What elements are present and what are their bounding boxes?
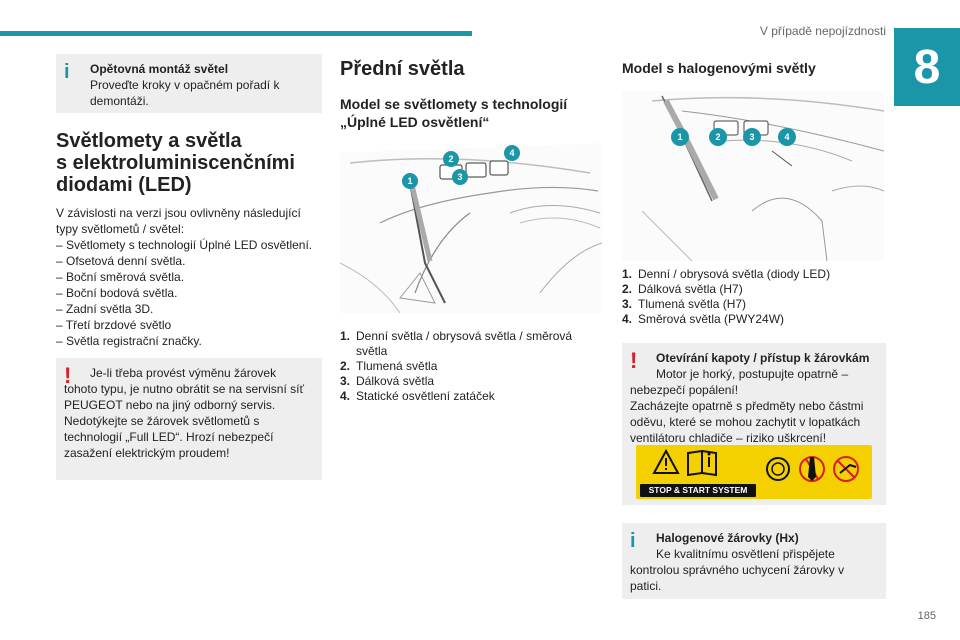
list-item: – Třetí brzdové světlo <box>56 318 172 332</box>
halogen-headlight-drawing <box>622 91 884 261</box>
list-item: – Světlomety s technologií Úplné LED osvětlení. <box>56 238 313 252</box>
led-headlight-drawing <box>340 143 602 313</box>
legend-text: Tlumená světla (H7) <box>638 297 747 311</box>
chapter-number: 8 <box>913 40 941 94</box>
warning-text: Je-li třeba provést výměnu žárovek <box>90 366 277 380</box>
warning-text: Motor je horký, postupujte opatrně – nebezpečí popálení! <box>630 367 849 397</box>
halogen-heading: Model s halogenovými světly <box>622 60 816 76</box>
info-note-text: Ke kvalitnímu osvětlení přispějete kontrolou správného uchycení žárovky v patici. <box>630 547 845 593</box>
callout-2-label: 2 <box>448 154 454 164</box>
header-accent-bar <box>0 31 472 36</box>
legend-item <box>622 312 886 327</box>
warning-text: Zacházejte opatrně s předměty nebo částmi oděvu, které se mohou zachytit v lopatkách ventilátoru chladiče – riziko uškrcení! <box>630 399 864 445</box>
warning-icon: ! <box>630 348 638 373</box>
list-item: – Boční bodová světla. <box>56 286 178 300</box>
led-legend <box>340 329 604 404</box>
callout-4-label: 4 <box>784 132 790 142</box>
legend-num: 1. <box>622 267 633 281</box>
manual-book-icon <box>688 451 716 475</box>
legend-item <box>340 389 604 404</box>
warning-note-led <box>56 358 322 480</box>
led-intro <box>56 205 322 349</box>
legend-text: Dálková světla <box>356 374 435 388</box>
chapter-tab <box>894 28 960 106</box>
legend-num: 1. <box>340 329 351 343</box>
section-heading-line: Světlomety a světla <box>56 130 242 152</box>
list-item: – Světla registrační značky. <box>56 334 202 348</box>
legend-item <box>622 282 886 297</box>
legend-text: Denní světla / obrysová světla / směrová světla <box>356 329 573 358</box>
legend-num: 3. <box>622 297 633 311</box>
info-note-reassembly <box>56 54 322 113</box>
warning-text: tohoto typu, je nutno obrátit se na servisní síť PEUGEOT nebo na jiný odborný servis. <box>64 382 304 412</box>
column-left <box>56 54 322 480</box>
legend-num: 2. <box>340 359 351 373</box>
subheading-line: „Úplné LED osvětlení“ <box>340 114 490 130</box>
legend-text: Denní / obrysová světla (diody LED) <box>638 267 831 281</box>
intro-text: V závislosti na verzi jsou ovlivněny následující typy světlometů / světel: <box>56 206 301 236</box>
warning-text: Nedotýkejte se žárovek světlometů s technologií „Full LED“. Hrozí nebezpečí zasažení elektrickým proudem! <box>64 414 274 460</box>
list-item: – Ofsetová denní světla. <box>56 254 186 268</box>
bonnet-warning-label <box>636 445 872 499</box>
led-headlight-figure <box>340 143 602 313</box>
list-item: – Boční směrová světla. <box>56 270 185 284</box>
section-heading-line: diodami (LED) <box>56 174 192 196</box>
front-lights-heading: Přední světla <box>340 58 465 80</box>
page-number: 185 <box>917 610 936 622</box>
info-note-halogen <box>622 523 886 599</box>
legend-item <box>340 374 604 389</box>
legend-item <box>340 359 604 374</box>
callout-1-label: 1 <box>407 176 413 186</box>
info-icon: i <box>64 61 70 83</box>
led-model-heading <box>340 95 604 131</box>
callout-3-label: 3 <box>749 132 755 142</box>
legend-text: Směrová světla (PWY24W) <box>638 312 785 326</box>
legend-text: Dálková světla (H7) <box>638 282 743 296</box>
info-note-title: Opětovná montáž světel <box>90 62 229 76</box>
column-middle <box>340 54 604 404</box>
legend-num: 2. <box>622 282 633 296</box>
callout-4-label: 4 <box>509 148 515 158</box>
fan-icon <box>767 458 789 480</box>
legend-num: 4. <box>340 389 351 403</box>
warning-note-bonnet <box>622 343 886 505</box>
legend-item <box>622 267 886 282</box>
halogen-headlight-figure <box>622 91 884 261</box>
callout-3-label: 3 <box>457 172 463 182</box>
callout-1-label: 1 <box>677 132 683 142</box>
legend-num: 4. <box>622 312 633 326</box>
column-right <box>622 54 886 599</box>
section-heading <box>56 130 322 196</box>
info-note-text: Proveďte kroky v opačném pořadí k demontáži. <box>90 78 280 108</box>
subheading-line: Model se světlomety s technologií <box>340 96 568 112</box>
info-note-title: Halogenové žárovky (Hx) <box>656 531 799 545</box>
callout-2-label: 2 <box>715 132 721 142</box>
legend-text: Statické osvětlení zatáček <box>356 389 495 403</box>
info-icon: i <box>630 530 636 552</box>
section-heading-line: s elektroluminiscenčními <box>56 152 295 174</box>
section-title: V případě nepojízdnosti <box>759 24 886 38</box>
legend-item <box>340 329 604 359</box>
stop-start-label: STOP & START SYSTEM <box>648 485 748 495</box>
warning-title: Otevírání kapoty / přístup k žárovkám <box>656 351 870 365</box>
halogen-legend <box>622 267 886 327</box>
legend-num: 3. <box>340 374 351 388</box>
legend-item <box>622 297 886 312</box>
warning-icon: ! <box>64 363 72 388</box>
list-item: – Zadní světla 3D. <box>56 302 154 316</box>
legend-text: Tlumená světla <box>356 359 438 373</box>
